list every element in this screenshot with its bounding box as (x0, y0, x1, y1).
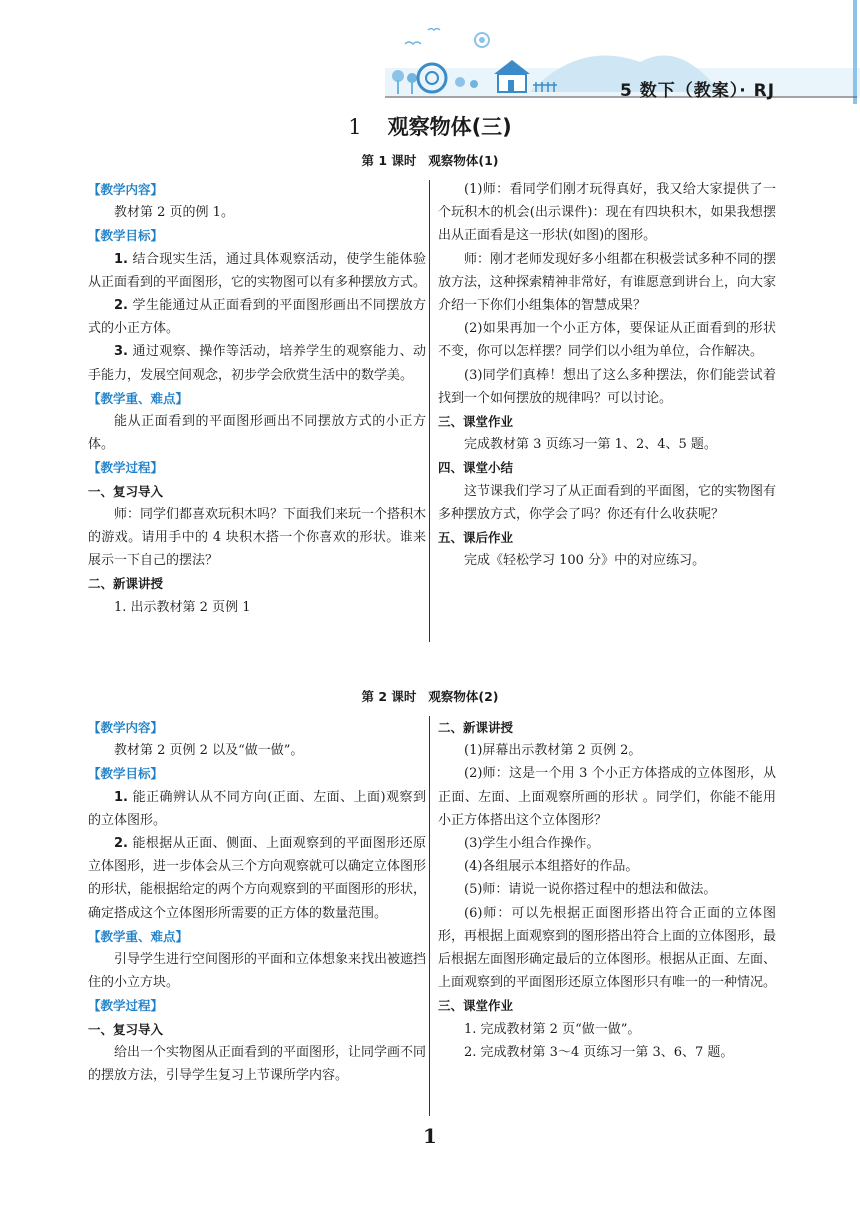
item-number: 2. (114, 298, 128, 314)
paragraph: 师：同学们都喜欢玩积木吗？下面我们来玩一个搭积木的游戏。请用手中的 4 块积木搭一个你喜欢的形状。谁来展示一下自己的摆法？ (88, 506, 427, 569)
section-tag: 【教学重、难点】 (88, 390, 189, 406)
column-divider (429, 716, 430, 1116)
item-number: 3. (114, 344, 128, 360)
section-heading: 三、课堂作业 (438, 998, 514, 1014)
item-text: 能根据从正面、侧面、上面观察到的平面图形还原立体图形，进一步体会从三个方向观察就可以确定立体图形的形状，能根据给定的两个方向观察到的平面图形的形状，确定搭成这个立体图形所需要的正方体的数量范围。 (88, 836, 427, 921)
section-tag: 【教学过程】 (88, 998, 164, 1014)
paragraph: (6)师：可以先根据正面图形搭出符合正面的立体图形，再根据上面观察到的图形搭出符合上面的立体图形，最后根据左面图形确定最后的立体图形。根据从正面、左面、上面观察到的平面图形还原立体图形只有唯一的一种情况。 (438, 905, 777, 991)
paragraph: (2)如果再加一个小正方体，要保证从正面看到的形状不变，你可以怎样摆？同学们以小组为单位，合作解决。 (438, 321, 776, 360)
bird-icon (428, 29, 440, 31)
paragraph: 完成教材第 3 页练习一第 1、2、4、5 题。 (464, 437, 717, 453)
chapter-number: 1 (348, 115, 362, 139)
tree-trunk-icon (397, 80, 399, 94)
section-heading: 二、新课讲授 (438, 720, 514, 735)
house-door-icon (508, 80, 514, 92)
paragraph: 1. 完成教材第 2 页“做一做”。 (464, 1021, 641, 1037)
numbered-paragraph (88, 294, 426, 340)
chapter-name: 观察物体(三) (387, 115, 512, 139)
sun-core-icon (479, 37, 485, 43)
lesson-2-left-column (88, 716, 426, 1087)
section-heading: 四、课堂小结 (438, 460, 514, 476)
lesson-name: 观察物体(1) (428, 153, 499, 168)
numbered-paragraph (88, 340, 426, 386)
paragraph: (3)学生小组合作操作。 (464, 836, 600, 852)
section-heading: 一、复习导入 (88, 1021, 164, 1037)
section-tag: 【教学内容】 (88, 720, 164, 735)
paragraph: (3)同学们真棒！想出了这么多种摆法，你们能尝试着找到一个如何摆放的规律吗？可以讨论。 (438, 367, 776, 406)
paragraph: (4)各组展示本组搭好的作品。 (464, 859, 639, 875)
tree-icon (407, 73, 417, 83)
section-heading: 一、复习导入 (88, 483, 164, 499)
page-header (0, 0, 860, 112)
lesson-1-title (0, 151, 860, 169)
section-tag: 【教学过程】 (88, 460, 164, 476)
item-text: 通过观察、操作等活动，培养学生的观察能力、动手能力，发展空间观念，初步学会欣赏生活中的数学美。 (88, 344, 426, 383)
section-tag: 【教学重、难点】 (88, 928, 189, 944)
paragraph: 2. 完成教材第 3～4 页练习一第 3、6、7 题。 (464, 1044, 734, 1060)
paragraph: 1. 出示教材第 2 页例 1 (114, 599, 251, 615)
chapter-title (0, 111, 860, 141)
item-number: 2. (114, 836, 128, 852)
section-heading: 五、课后作业 (438, 530, 514, 546)
lesson-1-right-column (438, 178, 776, 572)
tree-icon (470, 80, 478, 88)
lesson-number: 第 2 课时 (361, 689, 417, 704)
item-text: 学生能通过从正面看到的平面图形画出不同摆放方式的小正方体。 (88, 298, 426, 337)
lesson-name: 观察物体(2) (428, 689, 499, 704)
section-tag: 【教学内容】 (88, 182, 164, 197)
numbered-paragraph (88, 248, 426, 294)
section-tag: 【教学目标】 (88, 228, 164, 244)
item-number: 1. (114, 789, 128, 805)
paragraph: 这节课我们学习了从正面看到的平面图，它的实物图有多种摆放方式，你学会了吗？你还有什么收获呢？ (438, 483, 777, 522)
tree-icon (455, 77, 465, 87)
paragraph: 给出一个实物图从正面看到的平面图形，让同学画不同的摆放方法，引导学生复习上节课所学内容。 (88, 1044, 427, 1084)
paragraph: 教材第 2 页例 2 以及“做一做”。 (114, 743, 304, 759)
paragraph: 完成《轻松学习 100 分》中的对应练习。 (464, 553, 706, 569)
item-text: 能正确辨认从不同方向(正面、左面、上面)观察到的立体图形。 (88, 789, 426, 828)
item-number: 1. (114, 251, 128, 267)
tree-trunk-icon (411, 82, 413, 94)
lesson-number: 第 1 课时 (361, 153, 417, 168)
paragraph: (5)师：请说一说你搭过程中的想法和做法。 (464, 882, 717, 898)
section-heading: 三、课堂作业 (438, 414, 514, 430)
lesson-2-title (0, 687, 860, 705)
book-label: 5 数下（教案）· RJ (620, 81, 776, 101)
numbered-paragraph (88, 786, 426, 832)
bird-icon (405, 42, 421, 44)
paragraph: (1)屏幕出示教材第 2 页例 2。 (464, 743, 642, 759)
house-roof-icon (494, 60, 530, 74)
paragraph: 教材第 2 页的例 1。 (114, 205, 234, 221)
paragraph: (1)师：看同学们刚才玩得真好，我又给大家提供了一个玩积木的机会(出示课件)：现在有四块积木，如果我想摆出从正面看是这一形状(如图)的图形。 (438, 182, 776, 244)
item-text: 结合现实生活，通过具体观察活动，使学生能体验从正面看到的平面图形，它的实物图可以有多种摆放方式。 (88, 251, 427, 290)
paragraph: 师：刚才老师发现好多小组都在积极尝试多种不同的摆放方法，这种探索精神非常好，有谁愿意到讲台上，向大家介绍一下你们小组集体的智慧成果？ (438, 251, 777, 314)
numbered-paragraph (88, 832, 426, 925)
paragraph: 引导学生进行空间图形的平面和立体想象来找出被遮挡住的小立方块。 (88, 952, 427, 991)
page-number: 1 (423, 1124, 437, 1148)
lesson-2-right-column (438, 716, 776, 1064)
paragraph: (2)师：这是一个用 3 个小正方体搭成的立体图形，从正面、左面、上面观察所画的形状 。同学们，你能不能用小正方体搭出这个立体图形？ (438, 766, 776, 828)
section-tag: 【教学目标】 (88, 766, 164, 782)
paragraph: 能从正面看到的平面图形画出不同摆放方式的小正方体。 (88, 414, 426, 453)
column-divider (429, 180, 430, 642)
lesson-1-left-column (88, 178, 426, 619)
header-edge-bar (853, 0, 857, 104)
section-heading: 二、新课讲授 (88, 576, 164, 592)
